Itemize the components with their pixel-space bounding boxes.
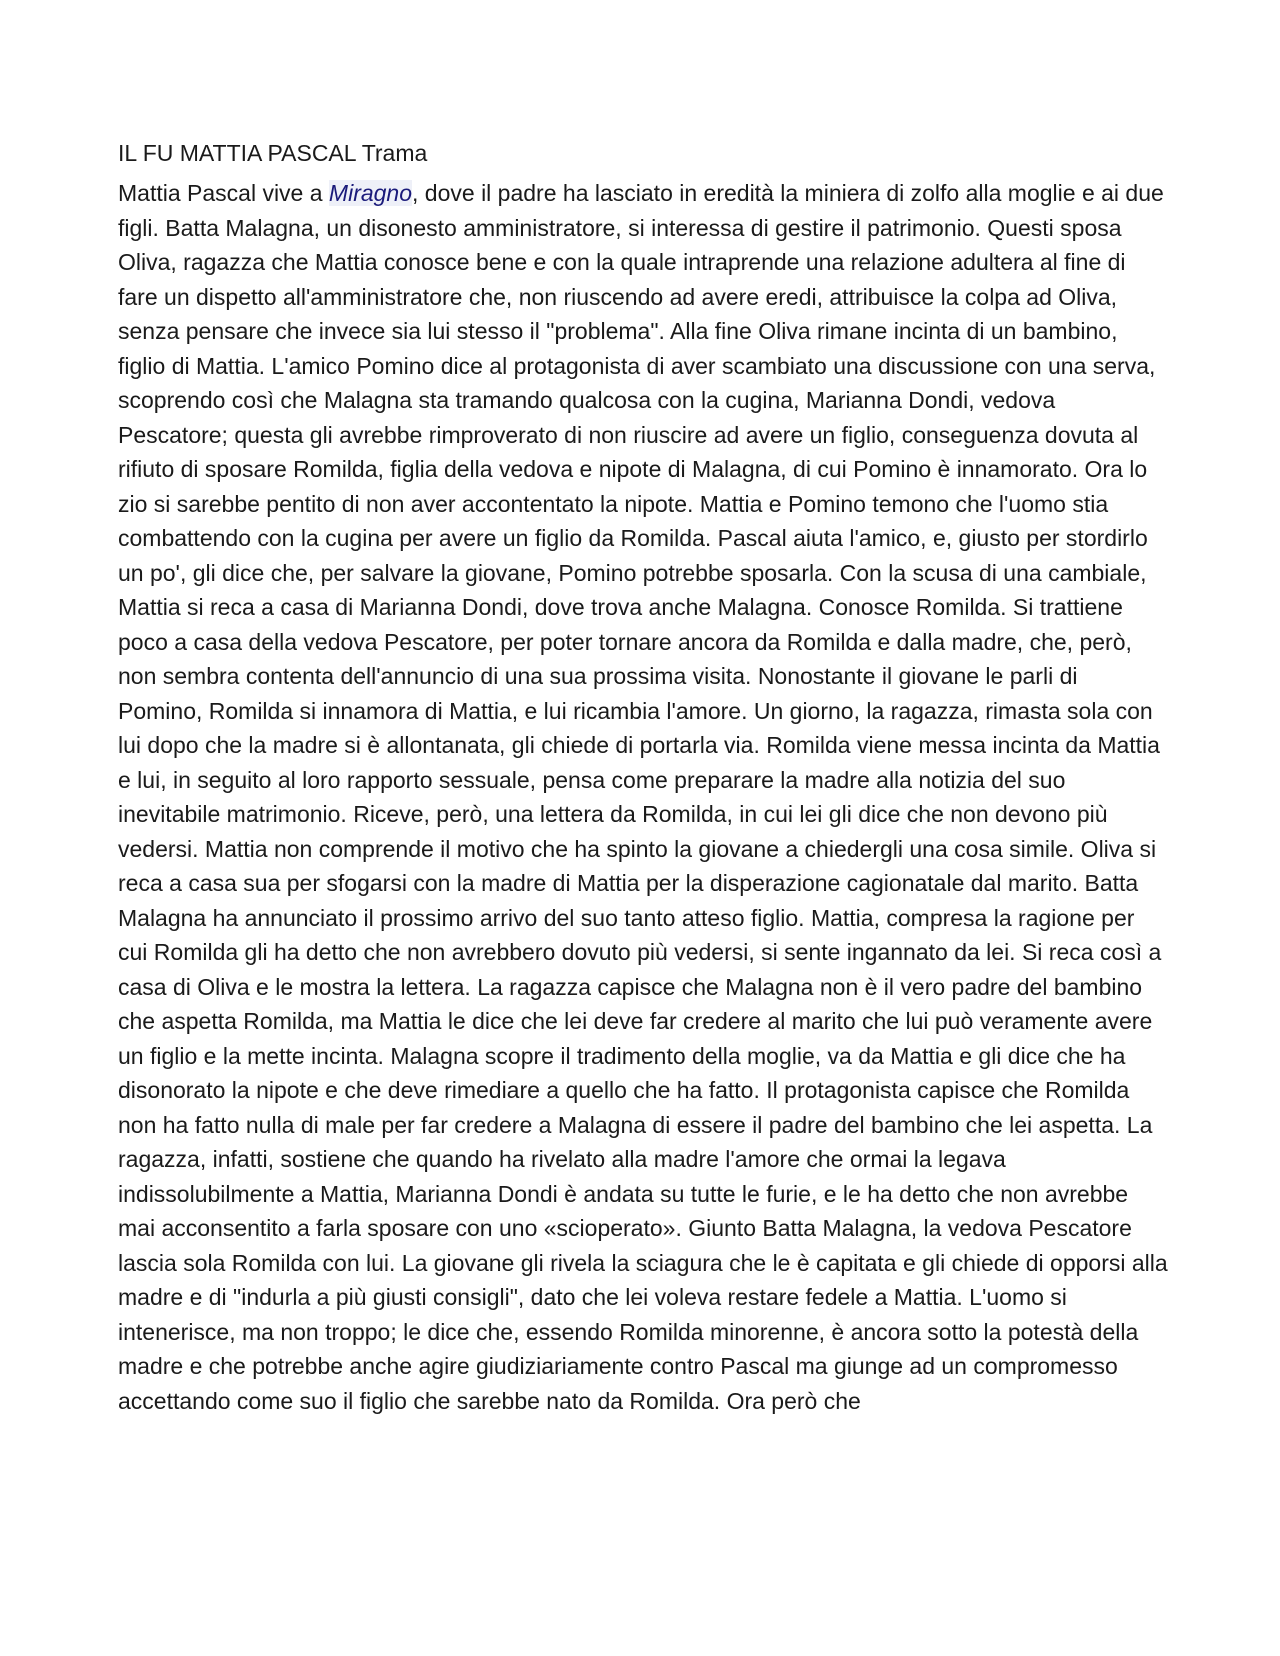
plot-paragraph (118, 176, 1168, 1418)
document-content (118, 136, 1168, 1418)
paragraph-rest: , dove il padre ha lasciato in eredità la miniera di zolfo alla moglie e ai due figli. Batta Malagna, un disonesto amministratore, si interessa di gestire il patrimonio. Questi sposa Oliva, ragazza che Mattia conosce bene e con la quale intraprende una relazione adultera al fine di fare un dispetto all'amministratore che, non riuscendo ad avere eredi, attribuisce la colpa ad Oliva, senza pensare che invece sia lui stesso il "problema". Alla fine Oliva rimane incinta di un bambino, figlio di Mattia. L'amico Pomino dice al protagonista di aver scambiato una discussione con una serva, scoprendo così che Malagna sta tramando qualcosa con la cugina, Marianna Dondi, vedova Pescatore; questa gli avrebbe rimproverato di non riuscire ad avere un figlio, conseguenza dovuta al rifiuto di sposare Romilda, figlia della vedova e nipote di Malagna, di cui Pomino è innamorato. Ora lo zio si sarebbe pentito di non aver accontentato la nipote. Mattia e Pomino temono che l'uomo stia combattendo con la cugina per avere un figlio da Romilda. Pascal aiuta l'amico, e, giusto per stordirlo un po', gli dice che, per salvare la giovane, Pomino potrebbe sposarla. Con la scusa di una cambiale, Mattia si reca a casa di Marianna Dondi, dove trova anche Malagna. Conosce Romilda. Si trattiene poco a casa della vedova Pescatore, per poter tornare ancora da Romilda e dalla madre, che, però, non sembra contenta dell'annuncio di una sua prossima visita. Nonostante il giovane le parli di Pomino, Romilda si innamora di Mattia, e lui ricambia l'amore. Un giorno, la ragazza, rimasta sola con lui dopo che la madre si è allontanata, gli chiede di portarla via. Romilda viene messa incinta da Mattia e lui, in seguito al loro rapporto sessuale, pensa come preparare la madre alla notizia del suo inevitabile matrimonio. Riceve, però, una lettera da Romilda, in cui lei gli dice che non devono più vedersi. Mattia non comprende il motivo che ha spinto la giovane a chiedergli una cosa simile. Oliva si reca a casa sua per sfogarsi con la madre di Mattia per la disperazione cagionatale dal marito. Batta Malagna ha annunciato il prossimo arrivo del suo tanto atteso figlio. Mattia, compresa la ragione per cui Romilda gli ha detto che non avrebbero dovuto più vedersi, si sente ingannato da lei. Si reca così a casa di Oliva e le mostra la lettera. La ragazza capisce che Malagna non è il vero padre del bambino che aspetta Romilda, ma Mattia le dice che lei deve far credere al marito che lui può veramente avere un figlio e la mette incinta. Malagna scopre il tradimento della moglie, va da Mattia e gli dice che ha disonorato la nipote e che deve rimediare a quello che ha fatto. Il protagonista capisce che Romilda non ha fatto nulla di male per far credere a Malagna di essere il padre del bambino che lei aspetta. La ragazza, infatti, sostiene che quando ha rivelato alla madre l'amore che ormai la legava indissolubilmente a Mattia, Marianna Dondi è andata su tutte le furie, e le ha detto che non avrebbe mai acconsentito a farla sposare con uno «scioperato». Giunto Batta Malagna, la vedova Pescatore lascia sola Romilda con lui. La giovane gli rivela la sciagura che le è capitata e gli chiede di opporsi alla madre e di "indurla a più giusti consigli", dato che lei voleva restare fedele a Mattia. L'uomo si intenerisce, ma non troppo; le dice che, essendo Romilda minorenne, è ancora sotto la potestà della madre e che potrebbe anche agire giudiziariamente contro Pascal ma giunge ad un compromesso accettando come suo il figlio che sarebbe nato da Romilda. Ora però che (118, 180, 1168, 1414)
miragno-link[interactable]: Miragno (328, 180, 413, 206)
paragraph-lead: Mattia Pascal vive a (118, 180, 329, 206)
document-title: IL FU MATTIA PASCAL Trama (118, 140, 428, 166)
